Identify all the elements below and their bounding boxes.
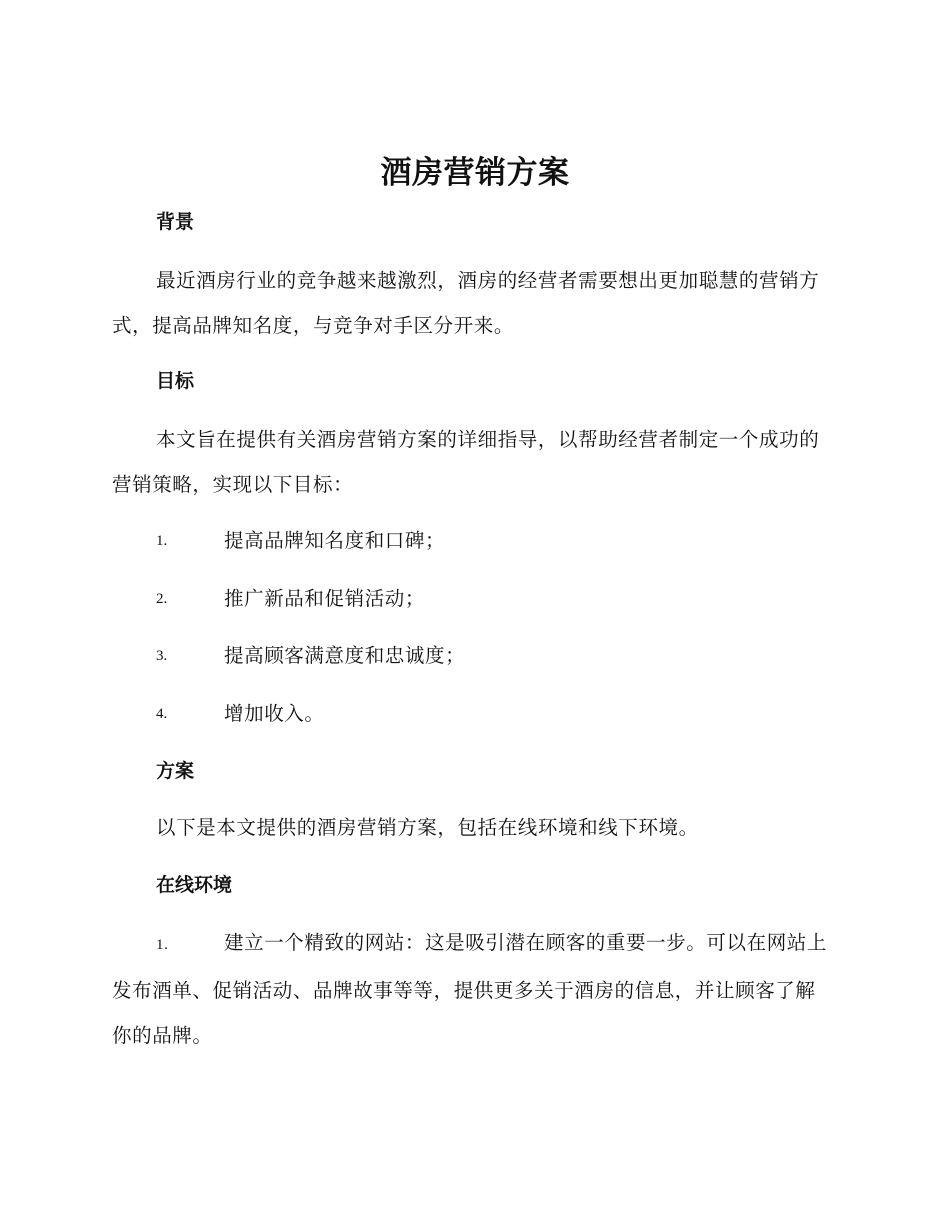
list-item-text: 建立一个精致的网站：这是吸引潜在顾客的重要一步。可以在网站上发布酒单、促销活动、品牌故事等等，提供更多关于酒房的信息，并让顾客了解你的品牌。 [112, 931, 828, 1047]
list-item-number: 1. [156, 533, 168, 549]
list-item-text: 提高顾客满意度和忠诚度； [224, 644, 466, 667]
list-item-text: 推广新品和促销活动； [224, 587, 426, 610]
heading-background: 背景 [156, 211, 195, 233]
paragraph-background: 最近酒房行业的竞争越来越激烈，酒房的经营者需要想出更加聪慧的营销方式，提高品牌知名度，与竞争对手区分开来。 [112, 269, 820, 337]
paragraph-plan: 以下是本文提供的酒房营销方案，包括在线环境和线下环境。 [156, 816, 699, 839]
list-item-number: 3. [156, 648, 168, 664]
list-item-text: 提高品牌知名度和口碑； [224, 529, 446, 552]
heading-online: 在线环境 [156, 874, 233, 896]
list-item [112, 920, 832, 1058]
list-item-text: 增加收入。 [224, 702, 325, 725]
document-title: 酒房营销方案 [380, 155, 570, 191]
list-item-number: 4. [156, 706, 168, 722]
heading-goals: 目标 [156, 370, 195, 392]
list-item-number: 1. [156, 937, 169, 953]
list-item-number: 2. [156, 591, 168, 607]
paragraph-goals: 本文旨在提供有关酒房营销方案的详细指导，以帮助经营者制定一个成功的营销策略，实现以下目标： [112, 428, 820, 496]
heading-plan: 方案 [156, 760, 195, 782]
